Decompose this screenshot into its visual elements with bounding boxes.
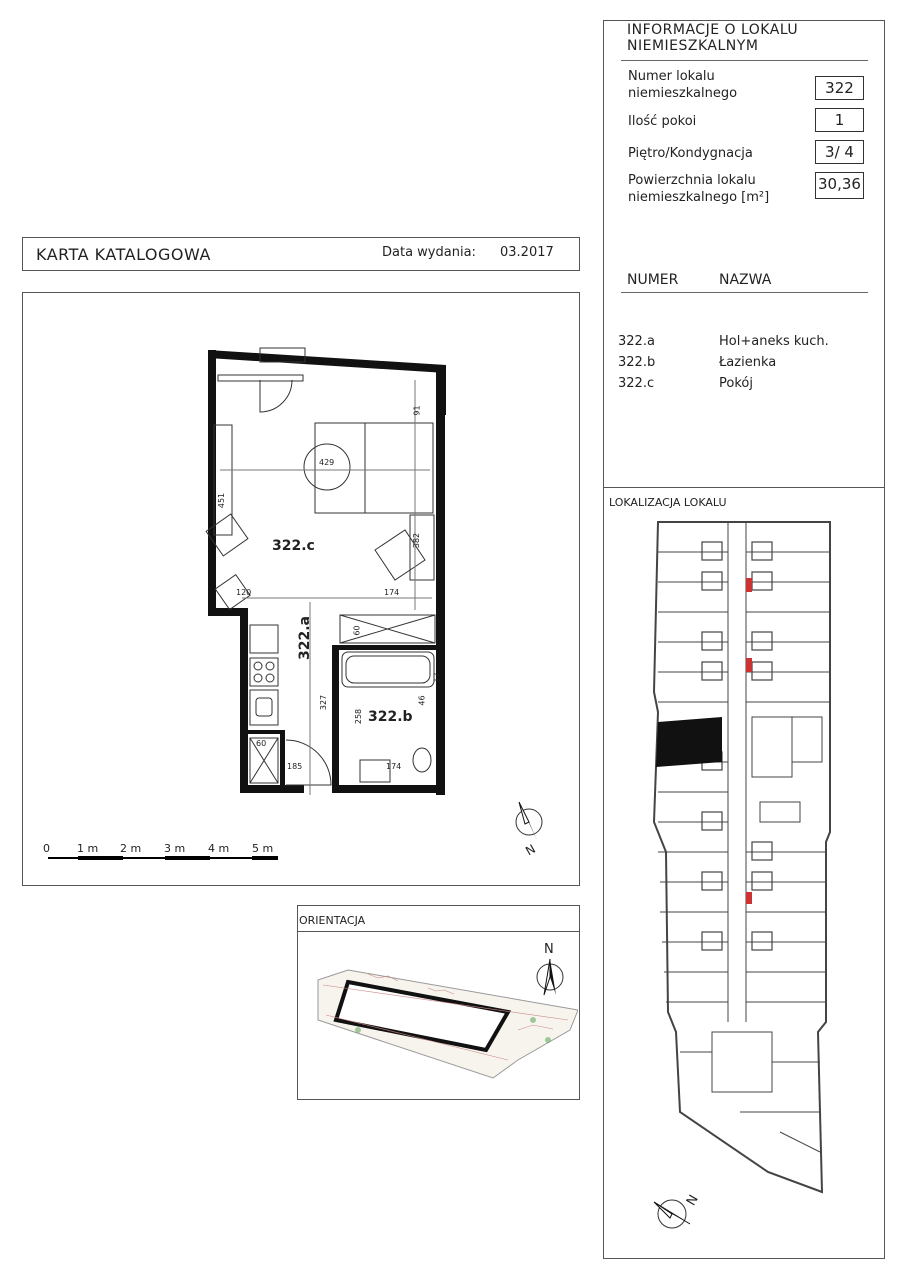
floor-plan-drawing — [200, 340, 470, 800]
info-label-number: Numer lokalu niemieszkalnego — [628, 69, 738, 101]
scale-label: 0 — [43, 842, 50, 855]
info-value-area: 30,36 — [815, 172, 864, 199]
scale-label: 5 m — [252, 842, 274, 855]
location-title: LOKALIZACJA LOKALU — [609, 496, 727, 509]
col-header-name: NAZWA — [719, 272, 772, 288]
col-header-number: NUMER — [627, 272, 679, 288]
dim-label: 120 — [236, 588, 252, 597]
room-name-b: Łazienka — [719, 355, 777, 370]
orientation-compass-icon — [530, 955, 570, 1000]
plan-compass-letter: N — [523, 841, 538, 859]
dim-label: 429 — [319, 458, 335, 467]
room-number-c: 322.c — [618, 376, 655, 391]
dim-label: 451 — [217, 492, 227, 509]
scale-label: 1 m — [77, 842, 99, 855]
location-compass-letter: N — [683, 1192, 702, 1209]
card-date-label: Data wydania: — [382, 245, 476, 260]
dim-label: 174 — [384, 588, 400, 597]
info-value-number: 322 — [815, 76, 864, 100]
dim-label: 327 — [319, 694, 329, 711]
dim-label: 382 — [412, 532, 422, 549]
room-label-a: 322.a — [297, 616, 313, 660]
info-value-floor: 3/ 4 — [815, 140, 864, 164]
orientation-compass-letter: N — [544, 942, 554, 957]
scale-label: 3 m — [164, 842, 186, 855]
room-label-c: 322.c — [272, 538, 315, 554]
col-header-underline — [621, 292, 868, 293]
dim-label: 258 — [354, 708, 364, 725]
room-number-b: 322.b — [618, 355, 656, 370]
room-number-a: 322.a — [618, 334, 655, 349]
info-label-floor: Piętro/Kondygnacja — [628, 146, 753, 161]
card-date-value: 03.2017 — [500, 245, 554, 260]
orientation-title-underline — [297, 931, 580, 932]
scale-bar-segment — [252, 856, 278, 860]
highlighted-unit — [656, 717, 722, 767]
dim-label: 60 — [352, 625, 362, 636]
dim-label: 174 — [386, 762, 402, 771]
info-title-underline — [621, 60, 868, 61]
dim-label: 17 — [432, 672, 442, 683]
scale-bar-segment — [165, 856, 210, 860]
location-compass-icon — [650, 1190, 710, 1240]
info-title: INFORMACJE O LOKALU NIEMIESZKALNYM — [627, 22, 799, 54]
info-label-rooms: Ilość pokoi — [628, 114, 697, 129]
scale-label: 2 m — [120, 842, 142, 855]
scale-label: 4 m — [208, 842, 230, 855]
dim-label: 91 — [412, 405, 422, 416]
room-label-b: 322.b — [368, 709, 413, 725]
dim-label: 60 — [256, 739, 267, 748]
location-building-plan — [640, 512, 850, 1202]
info-value-rooms: 1 — [815, 108, 864, 132]
room-name-a: Hol+aneks kuch. — [719, 334, 829, 349]
dim-label: 46 — [417, 695, 427, 706]
orientation-title: ORIENTACJA — [299, 914, 366, 927]
dim-label: 185 — [287, 762, 303, 771]
info-label-area: Powierzchnia lokalu niemieszkalnego [m²] — [628, 173, 770, 205]
location-divider — [603, 487, 885, 488]
scale-bar-segment — [78, 856, 123, 860]
room-name-c: Pokój — [719, 376, 753, 391]
card-title: KARTA KATALOGOWA — [36, 245, 211, 264]
